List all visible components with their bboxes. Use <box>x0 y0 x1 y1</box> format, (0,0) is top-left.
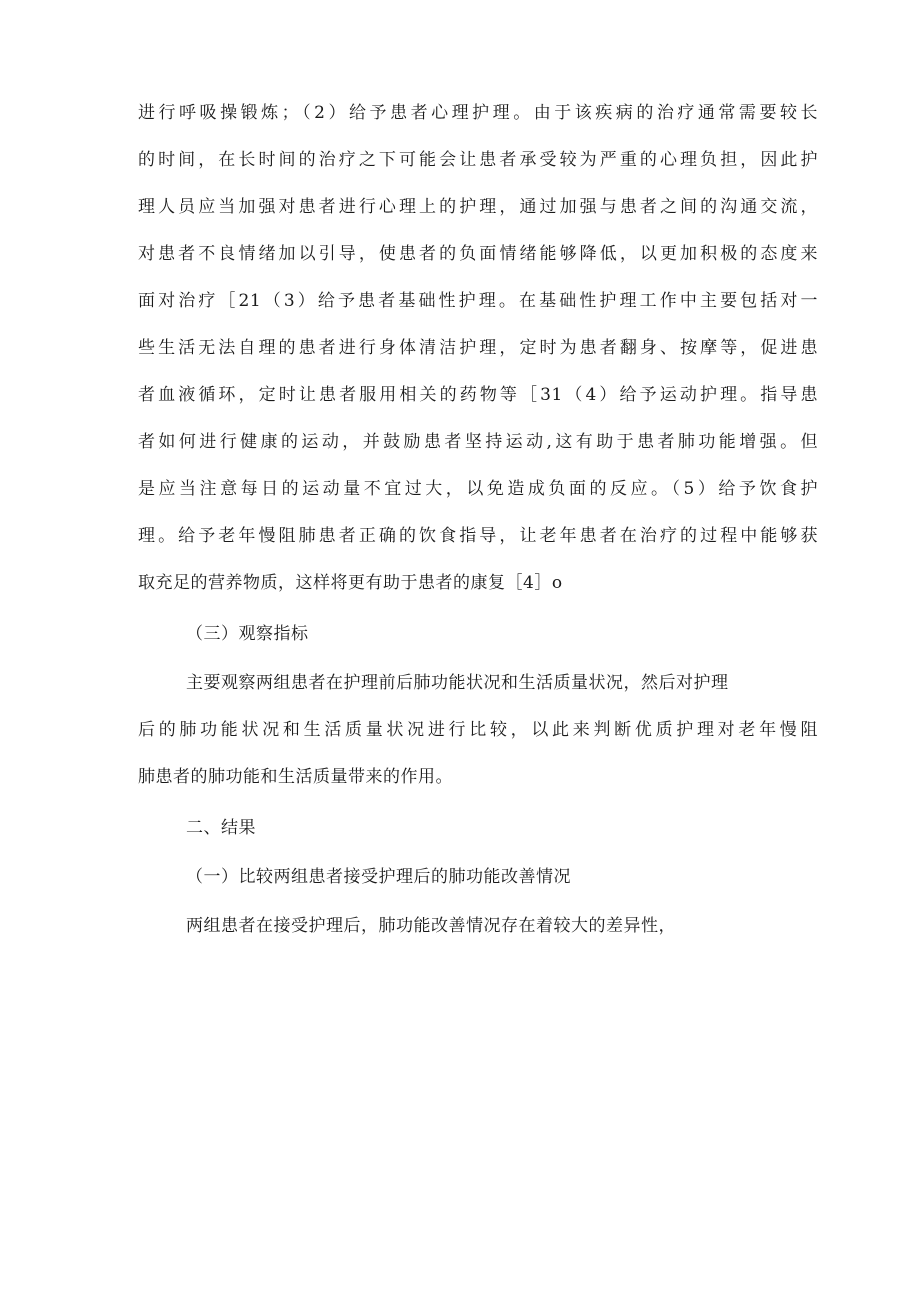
paragraph-2-line: 肺患者的肺功能和生活质量带来的作用。 <box>138 767 453 787</box>
paragraph-1-line: 者如何进行健康的运动，并鼓励患者坚持运动,这有助于患者肺功能增强。但 <box>138 432 818 452</box>
paragraph-1-line: 些生活无法自理的患者进行身体清洁护理，定时为患者翻身、按摩等，促进患 <box>138 338 818 358</box>
paragraph-1-line: 的时间，在长时间的治疗之下可能会让患者承受较为严重的心理负担，因此护 <box>138 150 818 170</box>
paragraph-1-line: 理人员应当加强对患者进行心理上的护理，通过加强与患者之间的沟通交流， <box>138 197 818 217</box>
paragraph-3-line: 两组患者在接受护理后，肺功能改善情况存在着较大的差异性， <box>186 916 676 936</box>
paragraph-1-line: 进行呼吸操锻炼；（2）给予患者心理护理。由于该疾病的治疗通常需要较长 <box>138 103 818 123</box>
paragraph-1-line: 是应当注意每日的运动量不宜过大，以免造成负面的反应。（5）给予饮食护 <box>138 479 818 499</box>
paragraph-1-line: 取充足的营养物质，这样将更有助于患者的康复［4］o <box>138 573 563 593</box>
subsection-heading-comparison: （一）比较两组患者接受护理后的肺功能改善情况 <box>186 867 571 887</box>
section-heading-results: 二、结果 <box>186 818 256 838</box>
paragraph-1-line: 理。给予老年慢阻肺患者正确的饮食指导，让老年患者在治疗的过程中能够获 <box>138 526 818 546</box>
paragraph-1-line: 对患者不良情绪加以引导，使患者的负面情绪能够降低，以更加积极的态度来 <box>138 244 818 264</box>
paragraph-2-line: 主要观察两组患者在护理前后肺功能状况和生活质量状况，然后对护理 <box>186 673 729 693</box>
paragraph-1-line: 面对治疗［21（3）给予患者基础性护理。在基础性护理工作中主要包括对一 <box>138 291 818 311</box>
paragraph-2-line: 后的肺功能状况和生活质量状况进行比较，以此来判断优质护理对老年慢阻 <box>138 720 818 740</box>
paragraph-1-line: 者血液循环，定时让患者服用相关的药物等［31（4）给予运动护理。指导患 <box>138 385 818 405</box>
section-heading-observation: （三）观察指标 <box>186 624 309 644</box>
